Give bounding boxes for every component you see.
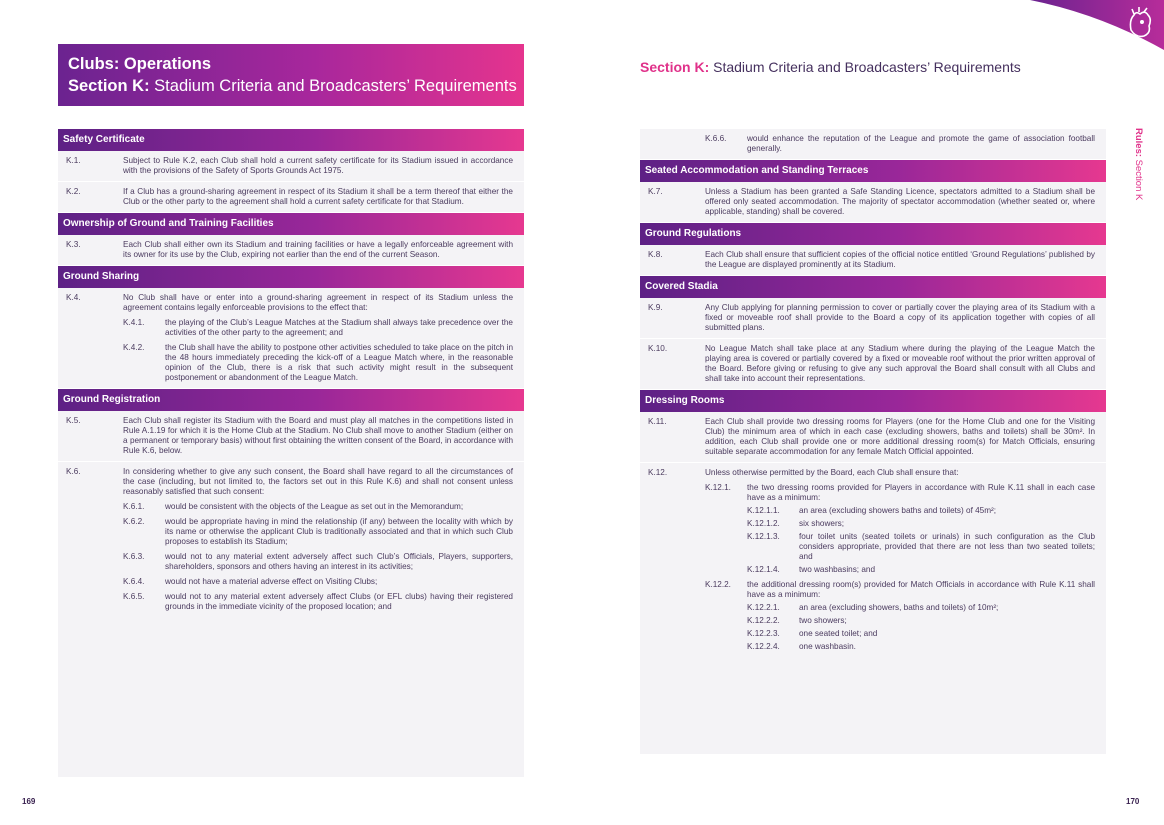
subsubrule-number: K.12.2.1. — [747, 603, 780, 612]
subrule — [705, 483, 1095, 575]
subrule-text: would not to any material extent adversely affect Clubs (or EFL clubs) having their registered grounds in the immediate vicinity of the proposed location; and — [165, 592, 513, 611]
subsubrule-text: six showers; — [799, 519, 845, 528]
rule-row — [640, 298, 1106, 339]
subrule-text: would be consistent with the objects of the League as set out in the Memorandum; — [165, 502, 464, 511]
subrule-number: K.4.2. — [123, 343, 145, 352]
section-heading: Covered Stadia — [640, 276, 1106, 298]
subsubrule — [747, 642, 1095, 652]
subrule — [123, 502, 513, 512]
subsubrule — [747, 565, 1095, 575]
subsubrule — [747, 519, 1095, 529]
rule-number: K.5. — [66, 416, 81, 425]
subrule-number: K.6.5. — [123, 592, 145, 601]
subrule — [123, 343, 513, 383]
subsubrule-number: K.12.2.3. — [747, 629, 780, 638]
subrule — [705, 134, 1095, 154]
title-section-rest: Stadium Criteria and Broadcasters’ Requirements — [149, 77, 517, 95]
rule-row — [58, 462, 524, 617]
rule-row — [58, 288, 524, 389]
rule-row — [640, 339, 1106, 390]
section-heading: Ownership of Ground and Training Facilities — [58, 213, 524, 235]
section-heading: Seated Accommodation and Standing Terraces — [640, 160, 1106, 182]
rule-row — [58, 411, 524, 462]
rule-number: K.9. — [648, 303, 663, 312]
section-heading: Ground Regulations — [640, 223, 1106, 245]
subsubrule — [747, 629, 1095, 639]
subsubrule-text: one washbasin. — [799, 642, 856, 651]
rule-text: No League Match shall take place at any Stadium where during the playing of the League Match the playing area is covered or partially covered by a fixed or moveable roof without the prior written approval of the Board. Before giving or refusing to give any such approval the Board shall consult with all Clubs and shall take into account their representations. — [705, 344, 1095, 383]
subrule-text: the Club shall have the ability to postpone other activities scheduled to take place on the pitch in the 48 hours immediately preceding the kick-off of a League Match where, in the reasonable opinion of the Club, there is a risk that such activity might result in the subsequent postponement or abandonment of the League Match. — [165, 343, 513, 382]
subrule-number: K.12.2. — [705, 580, 731, 589]
rule-text: No Club shall have or enter into a ground-sharing agreement in respect of its Stadium unless the agreement contains legally enforceable provisions to the effect that: — [123, 293, 513, 312]
subsubrule-number: K.12.1.2. — [747, 519, 780, 528]
subsubrule — [747, 506, 1095, 516]
subrule-number: K.4.1. — [123, 318, 145, 327]
subsubrule — [747, 532, 1095, 562]
rule-text: Each Club shall provide two dressing rooms for Players (one for the Home Club and one for the Visiting Club) the minimum area of which in each case (excluding showers, baths and toilets) shall be 30m². In addition, each Club shall provide one or more additional dressing room(s) for Match Officials, ensuring suitable separate accommodation for any female Match Official appointed. — [705, 417, 1095, 456]
subsubrule — [747, 603, 1095, 613]
subsubrule-number: K.12.2.4. — [747, 642, 780, 651]
subrule-number: K.6.3. — [123, 552, 145, 561]
page-title-banner — [58, 44, 524, 106]
subsubrule-number: K.12.1.3. — [747, 532, 780, 541]
rule-row — [640, 129, 1106, 160]
rule-number: K.11. — [648, 417, 667, 426]
rule-text: Subject to Rule K.2, each Club shall hold a current safety certificate for its Stadium issued in accordance with the provisions of the Safety of Sports Grounds Act 1975. — [123, 156, 513, 175]
subsubrule — [747, 616, 1095, 626]
rule-text: In considering whether to give any such consent, the Board shall have regard to all the circumstances of the case (including, but not limited to, the factors set out in this Rule K.6) and shall not consent unless reasonably satisfied that such consent: — [123, 467, 513, 496]
rule-row — [640, 245, 1106, 276]
subrule-number: K.12.1. — [705, 483, 731, 492]
subsubrule-text: two showers; — [799, 616, 847, 625]
rule-number: K.7. — [648, 187, 663, 196]
right-column — [640, 129, 1106, 754]
rule-number: K.10. — [648, 344, 668, 353]
subrule — [123, 577, 513, 587]
rule-text: If a Club has a ground-sharing agreement in respect of its Stadium it shall be a term thereof that either the Club or the other party to the agreement shall hold a current safety certificate for that Stadium. — [123, 187, 513, 206]
subrule-number: K.6.6. — [705, 134, 727, 143]
rule-text: Any Club applying for planning permission to cover or partially cover the playing area of its Stadium with a fixed or moveable roof shall provide to the Board a copy of its application together with copies of all submitted plans. — [705, 303, 1095, 332]
subrule — [123, 552, 513, 572]
rule-number: K.2. — [66, 187, 81, 196]
rule-number: K.8. — [648, 250, 663, 259]
subrule-number: K.6.4. — [123, 577, 145, 586]
subrule-text: the playing of the Club’s League Matches at the Stadium shall always take precedence over the activities of the other party to the agreement; and — [165, 318, 513, 337]
subrule — [123, 517, 513, 547]
subrule — [705, 580, 1095, 652]
right-page-title — [640, 59, 1021, 75]
subsubrule-number: K.12.2.2. — [747, 616, 780, 625]
rule-text: Unless a Stadium has been granted a Safe Standing Licence, spectators admitted to a Stadium shall be offered only seated accommodation. The majority of spectator accommodation (whether seated or, where applicable, standing) shall be covered. — [705, 187, 1095, 216]
subrule-text: would be appropriate having in mind the relationship (if any) between the locality with which by its name or otherwise the applicant Club is traditionally associated and that in which such Club proposes to establish its Stadium; — [165, 517, 513, 546]
rule-row — [640, 412, 1106, 463]
left-column — [58, 129, 524, 777]
right-title-bold: Section K: — [640, 59, 710, 75]
rule-number: K.4. — [66, 293, 81, 302]
corner-swoosh — [1030, 0, 1164, 50]
section-heading: Ground Registration — [58, 389, 524, 411]
subrule-number: K.6.2. — [123, 517, 145, 526]
title-line1: Clubs: Operations — [68, 55, 212, 73]
subrule — [123, 592, 513, 612]
subrule-text: would not have a material adverse effect on Visiting Clubs; — [165, 577, 378, 586]
subsubrule-text: two washbasins; and — [799, 565, 876, 574]
subsubrule-text: one seated toilet; and — [799, 629, 878, 638]
subsubrule-text: an area (excluding showers baths and toilets) of 45m²; — [799, 506, 997, 515]
page-number-left: 169 — [22, 797, 36, 806]
section-heading: Safety Certificate — [58, 129, 524, 151]
right-title-rest: Stadium Criteria and Broadcasters’ Requirements — [709, 59, 1021, 75]
subsubrule-text: an area (excluding showers, baths and toilets) of 10m²; — [799, 603, 999, 612]
rule-text: Each Club shall ensure that sufficient copies of the official notice entitled ‘Ground Regulations’ published by the League are displayed prominently at its Stadium. — [705, 250, 1095, 269]
subsubrule-number: K.12.1.4. — [747, 565, 780, 574]
rule-number: K.1. — [66, 156, 81, 165]
side-label — [1133, 128, 1144, 200]
side-label-bold: Rules: — [1133, 128, 1144, 158]
rule-text: Each Club shall either own its Stadium and training facilities or have a legally enforceable agreement with its owner for its use by the Club, expiring not earlier than the end of the current Season. — [123, 240, 513, 259]
subrule-text: would enhance the reputation of the League and promote the game of association football generally. — [747, 134, 1095, 153]
rule-row — [58, 182, 524, 213]
rule-number: K.12. — [648, 468, 668, 477]
rule-row — [58, 235, 524, 266]
title-line2 — [68, 75, 515, 98]
title-section-bold: Section K: — [68, 77, 150, 95]
rule-row — [640, 463, 1106, 657]
rule-row — [640, 182, 1106, 223]
section-heading: Ground Sharing — [58, 266, 524, 288]
page-number-right: 170 — [1126, 797, 1140, 806]
rule-text: Each Club shall register its Stadium with the Board and must play all matches in the competitions listed in Rule A.1.19 for which it is the Home Club at the Stadium. No Club shall move to another Stadium (either on a permanent or temporary basis) without first obtaining the written consent of the Board, in accordance with Rule K.6, below. — [123, 416, 513, 455]
section-heading: Dressing Rooms — [640, 390, 1106, 412]
rule-row — [58, 151, 524, 182]
rule-number: K.6. — [66, 467, 81, 476]
subrule-number: K.6.1. — [123, 502, 145, 511]
side-label-rest: Section K — [1133, 157, 1144, 201]
rule-number: K.3. — [66, 240, 81, 249]
rule-text: Unless otherwise permitted by the Board, each Club shall ensure that: — [705, 468, 959, 477]
subrule — [123, 318, 513, 338]
subsubrule-number: K.12.1.1. — [747, 506, 780, 515]
subrule-text: the additional dressing room(s) provided for Match Officials in accordance with Rule K.11 shall have as a minimum: — [747, 580, 1095, 599]
subrule-text: would not to any material extent adversely affect such Club’s Officials, Players, supporters, shareholders, sponsors and others having an interest in its activities; — [165, 552, 513, 571]
subsubrule-text: four toilet units (seated toilets or urinals) in such configuration as the Club considers appropriate, provided that there are not less than two seated toilets; and — [799, 532, 1095, 561]
subrule-text: the two dressing rooms provided for Players in accordance with Rule K.11 shall in each case have as a minimum: — [747, 483, 1095, 502]
